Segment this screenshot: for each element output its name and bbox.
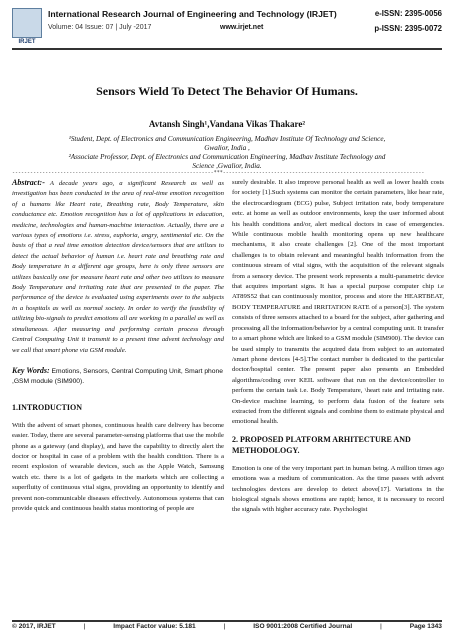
right-column [232,178,444,522]
footer-divider [12,620,442,622]
page-footer [12,623,442,630]
p-issn: p-ISSN: 2395-0072 [374,24,442,33]
footer-copyright: © 2017, IRJET [12,623,56,630]
section-separator: -------------------------------------------------------------------***------------------------------------------------------------------- [12,170,425,176]
journal-title: International Research Journal of Engineering and Technology (IRJET) [48,9,337,19]
header-divider [12,48,442,50]
right-paragraph-1: surely desirable. It also improve personal health as well as lower health costs for society [1].Such systems can monitor the certain parameters, like hear rate, the electrocardiogram (ECG) pulse, Subject irritation rate, body temperature eetc. at home as well as outdoor environments, keep the user informed about his health conditions and/or, alert medical doctors in case of emergencies. While continuous mobile health monitoring opens up new healthcare mechanisms, it also create challenges [2]. One of the most important challenges is to obtain relevant and meaningful health information from the continuous stream of vital signs, with the acquisition of the relevant signals from a sensory device. The present work represents a multi-parametric device that acquires important signs. It has a special purpose computer chip i.e AT89S52 that can continuously monitor, process and store the HEARTBEAT, BODY TEMPERATURE and IRRITATION RATE of a person[3]. The system consists of three sensors attached to a board for the subject, after gathering and processing all the information/behavior by a central computing unit. It transfer to a smart phone which are linked to a GSM module (SIM900). The device can be used simply to transmits the acquired data from subject to an automated /smart phone devices [4-5].The contact number is dedicated to the particular doctor/hospital center. The present paper also presents an Embedded algorithms/coding over KEIL software that run on the device/controller to perform the certain task i.e. Body Temperature, \heart rate and irritating rate. On-device machine learning, to perform data fusion of the feature sets extracted from the different signals and combine them to estimate physical and emotional health. [232,179,444,426]
introduction-heading: 1.INTRODUCTION [12,402,83,412]
footer-separator: | [83,623,86,630]
footer-page-number: Page 1343 [409,623,442,630]
footer-iso: ISO 9001:2008 Certified Journal [253,623,353,630]
keywords-paragraph [12,366,224,388]
e-issn: e-ISSN: 2395-0056 [374,9,442,18]
affiliation-1-line-2: Gwalior, India , [204,144,250,152]
logo-text: IRJET [18,39,36,45]
affiliation-2-line-2: Science ,Gwalior, India. [192,162,262,170]
volume-issue: Volume: 04 Issue: 07 | July -2017 [48,24,152,31]
journal-website-link[interactable]: www.irjet.net [220,24,264,31]
section-2-heading: 2. PROPOSED PLATFORM ARHITECTURE AND METHODOLOGY. [232,434,411,455]
introduction-paragraph: With the advent of smart phones, continuous health care delivery has become easier. Today, there are several parameter-sensing platforms that use the mobile phone as a gateway (and display), and have the capability to directly alert the doctor or hospital in case of a problem with the health condition. There is a recent explosion of wearable devices, such as the Apple Watch, Samsung watch etc. there is a lot of gadgets in the markets which are collecting a superfluity of continuous vital signs, providing an opportunity to identify and prevent non-communicable diseases effectively. Autonomous systems that can provide quick and continuous health status monitoring of people are [12,421,225,512]
abstract-paragraph [12,178,224,356]
left-column [12,178,224,520]
abstract-label: Abstract:- [12,178,45,187]
keywords-label: Key Words: [12,365,50,375]
abstract-text: A decade years ago, a significant Research as well as investigation has been conducted in the area of real-time emotion recognition of a humans like Heart rate, Breathing rate, Body Temperature, skin conductance etc. Emotion recognition has a lot of applications in education, medicine, technologies and human-machine interaction. Actually, there are a various types of emotions i.e. stress, euphoria, angry, sentimental etc. On the basis of that a real time emotion detection device/sensors that are utilizes to detect the actual behavior of human i.e. heart rate and breathing rate and Body temperature in a different age groups, here is only three sensors are utilizes basically one for measure heart rate and other two utilizes to measure Body Temperature and irritating rate that are presented in the paper. The performance of the device is evaluated using experiments over to the subjects in a hospitals as well as normal society. In order to verify the feasibility of utilizing bio-signals to predict emotions all are working in a parallel as well as simultaneous. After measuring and performing certain process through Central Computing Unit it transmit to a present time advent technology and we call that smart phone via GSM module. [12,180,224,354]
footer-separator: | [223,623,226,630]
footer-impact-factor: Impact Factor value: 5.181 [113,623,196,630]
irjet-logo-icon [12,8,42,38]
affiliation-1-line-1: ¹Student, Dept. of Electronics and Communication Engineering, Madhav Institute Of Technology and Science, [68,135,386,143]
journal-header [12,6,442,52]
affiliation-2-line-1: ²Associate Professor, Dept. of Electronics and Communication Engineering, Madhav Institute Technology and [68,153,386,161]
footer-separator: | [380,623,382,630]
keywords-text: Emotions, Sensors, Central Computing Unit, Smart phone ,GSM module (SIM900). [12,367,223,386]
paper-authors: Avtansh Singh¹,Vandana Vikas Thakare² [148,119,306,129]
right-paragraph-2: Emotion is one of the very important part in human being. A million times ago emotions was a medium of communication. As the time passes with advent technologies devices are develop to detect above[17]. Variations in the biological signals shows emotions are rapid; hence, it is necessary to record the signals with higher accuracy rate. Psychologist [232,464,444,514]
paper-title: Sensors Wield To Detect The Behavior Of Humans. [96,84,358,98]
